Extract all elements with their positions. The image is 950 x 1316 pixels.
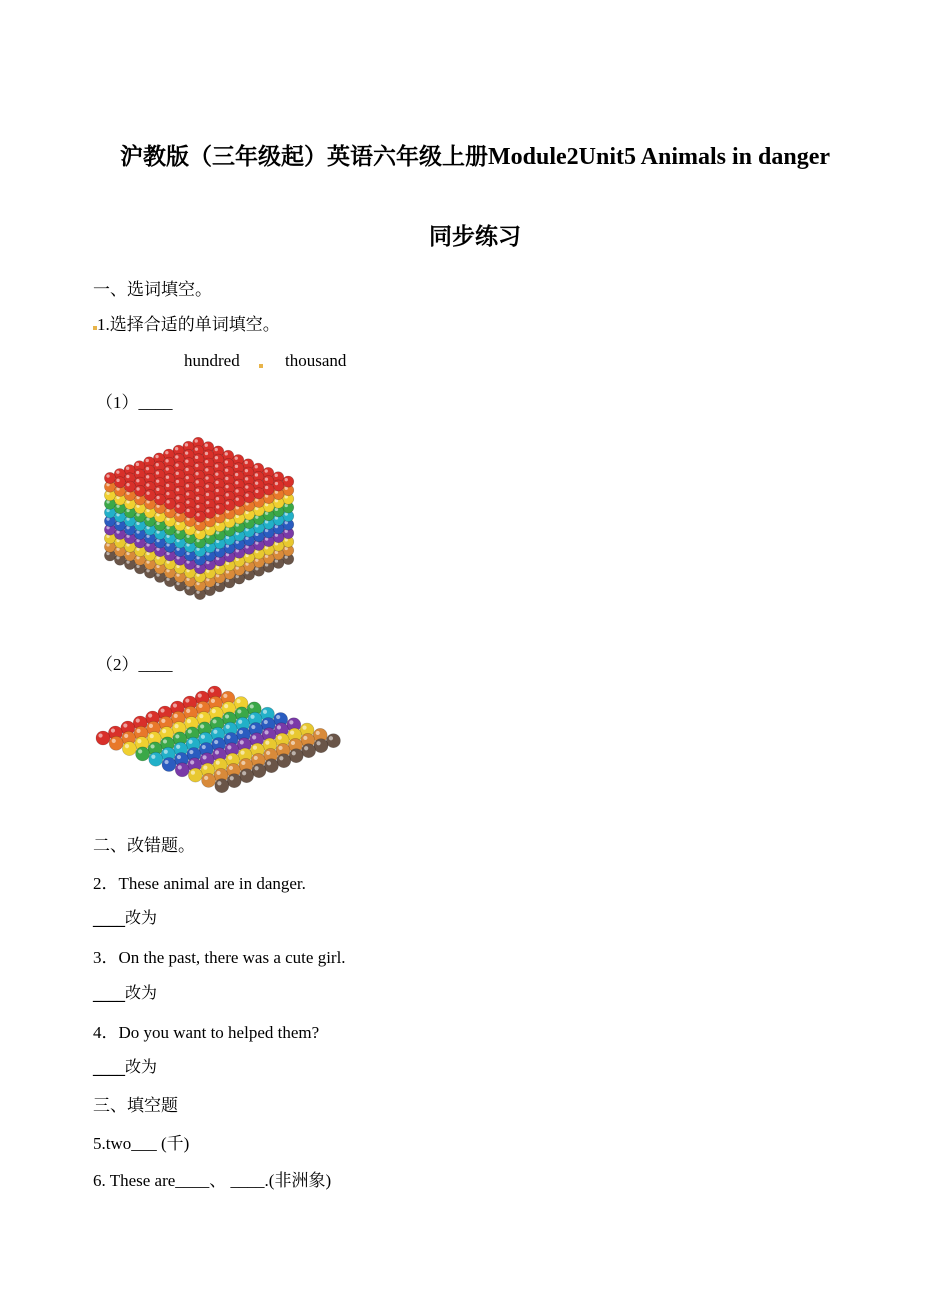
bead-highlight [215, 750, 219, 754]
bead-highlight [292, 751, 296, 755]
bead-highlight [173, 703, 177, 707]
bead [184, 507, 195, 518]
bead-highlight [146, 467, 149, 470]
bead-highlight [106, 474, 109, 477]
bead [162, 758, 176, 772]
bead-highlight [199, 714, 203, 718]
bead-highlight [166, 484, 169, 487]
bead-highlight [116, 470, 119, 473]
bead-highlight [254, 756, 258, 760]
title-chinese: 沪教版（三年级起）英语六年级上册 [119, 144, 488, 170]
bead-highlight [303, 736, 307, 740]
sub-question-1: （1）____ [96, 393, 173, 412]
bead-highlight [212, 709, 216, 713]
bead-highlight [225, 469, 228, 472]
bead [104, 472, 115, 483]
bead [96, 731, 110, 745]
bead-highlight [235, 465, 238, 468]
sub-question-2: （2）____ [96, 655, 173, 674]
bead-highlight [235, 489, 238, 492]
question-5: 5.two___ (千) [93, 1134, 190, 1153]
bead-highlight [279, 756, 283, 760]
document-title [0, 138, 950, 171]
bead [188, 768, 202, 782]
bead-highlight [186, 492, 189, 495]
bead-highlight [175, 455, 178, 458]
bead-highlight [223, 694, 227, 698]
bead-highlight [196, 513, 199, 516]
bead-highlight [186, 484, 189, 487]
bead-highlight [245, 494, 248, 497]
word-option-thousand: thousand [285, 351, 347, 370]
bead-highlight [225, 714, 229, 718]
bead-highlight [186, 709, 190, 713]
marker-dot [259, 364, 263, 368]
bead-highlight [195, 456, 198, 459]
bead-highlight [125, 744, 129, 748]
bead-highlight [302, 726, 306, 730]
bead-highlight [237, 709, 241, 713]
bead-highlight [156, 488, 159, 491]
bead-highlight [201, 735, 205, 739]
bead-highlight [226, 493, 229, 496]
bead-highlight [245, 477, 248, 480]
bead-highlight [196, 480, 199, 483]
bead-highlight [226, 725, 230, 729]
bead-highlight [229, 766, 233, 770]
bead-highlight [215, 448, 218, 451]
bead-highlight [138, 749, 142, 753]
bead-highlight [160, 708, 164, 712]
bead-highlight [230, 776, 234, 780]
bead-highlight [214, 740, 218, 744]
bead [194, 511, 205, 522]
bead-highlight [205, 444, 208, 447]
bead-highlight [235, 473, 238, 476]
bead [314, 739, 328, 753]
bead-highlight [252, 735, 256, 739]
bead-highlight [178, 765, 182, 769]
bead-highlight [146, 483, 149, 486]
bead-highlight [254, 766, 258, 770]
bead-highlight [215, 456, 218, 459]
question-3: 3．On the past, there was a cute girl. [93, 948, 346, 967]
bead-highlight [187, 719, 191, 723]
bead-highlight [267, 761, 271, 765]
section3-heading: 三、填空题 [93, 1096, 178, 1116]
bead-highlight [204, 776, 208, 780]
bead-highlight [177, 755, 181, 759]
bead-highlight [185, 460, 188, 463]
bead [302, 744, 316, 758]
bead-highlight [198, 693, 202, 697]
bead-highlight [166, 492, 169, 495]
bead-highlight [150, 734, 154, 738]
bead-highlight [242, 771, 246, 775]
bead-highlight [213, 730, 217, 734]
bead-highlight [255, 473, 258, 476]
bead-highlight [216, 761, 220, 765]
bead-highlight [202, 755, 206, 759]
bead-highlight [186, 476, 189, 479]
bead-highlight [277, 725, 281, 729]
bead [175, 763, 189, 777]
bead-highlight [226, 501, 229, 504]
bead [289, 749, 303, 763]
bead [114, 477, 125, 488]
bead-highlight [205, 452, 208, 455]
question-4: 4．Do you want to helped them? [93, 1023, 320, 1042]
bead-highlight [224, 704, 228, 708]
bead-highlight [166, 476, 169, 479]
bead-highlight [196, 488, 199, 491]
bead-highlight [195, 472, 198, 475]
bead-highlight [185, 468, 188, 471]
bead-highlight [164, 760, 168, 764]
bead-highlight [289, 720, 293, 724]
bead-highlight [290, 731, 294, 735]
bead-highlight [136, 479, 139, 482]
bead-highlight [239, 730, 243, 734]
bead-highlight [195, 439, 198, 442]
bead-highlight [329, 736, 333, 740]
bead-highlight [227, 745, 231, 749]
bead-highlight [176, 488, 179, 491]
bead-highlight [161, 719, 165, 723]
bead-highlight [240, 751, 244, 755]
bead-highlight [245, 485, 248, 488]
bead-highlight [175, 463, 178, 466]
bead-highlight [211, 699, 215, 703]
bead-highlight [216, 771, 220, 775]
bead-highlight [265, 469, 268, 472]
question-2: 2．These animal are in danger. [93, 874, 306, 893]
bead-highlight [151, 755, 155, 759]
bead-highlight [316, 741, 320, 745]
bead-highlight [126, 475, 129, 478]
bead-highlight [137, 739, 141, 743]
bead-highlight [304, 746, 308, 750]
bead-highlight [275, 474, 278, 477]
bead [154, 494, 165, 505]
bead-highlight [255, 490, 258, 493]
bead-highlight [216, 505, 219, 508]
bead-highlight [195, 447, 198, 450]
bead-highlight [225, 452, 228, 455]
title-english: Module2Unit5 Animals in danger [487, 144, 831, 170]
bead-highlight [185, 443, 188, 446]
bead [109, 736, 123, 750]
bead-highlight [112, 739, 116, 743]
bead-highlight [146, 492, 149, 495]
bead [144, 490, 155, 501]
section2-heading: 二、改错题。 [93, 836, 195, 856]
bead-highlight [166, 500, 169, 503]
document-subtitle: 同步练习 [429, 224, 521, 250]
bead-highlight [265, 741, 269, 745]
bead [240, 769, 254, 783]
word-option-hundred: hundred [184, 351, 240, 370]
bead-highlight [215, 481, 218, 484]
bead-highlight [156, 496, 159, 499]
bead-highlight [196, 497, 199, 500]
bead-highlight [175, 447, 178, 450]
bead-highlight [275, 482, 278, 485]
bead-highlight [166, 467, 169, 470]
bead [149, 752, 163, 766]
bead-highlight [205, 476, 208, 479]
bead-highlight [188, 740, 192, 744]
bead-highlight [189, 750, 193, 754]
bead-highlight [235, 481, 238, 484]
bead-highlight [276, 715, 280, 719]
bead-highlight [206, 485, 209, 488]
bead [264, 759, 278, 773]
bead-highlight [156, 463, 159, 466]
bead-highlight [205, 460, 208, 463]
bead-highlight [225, 477, 228, 480]
bead-highlight [195, 464, 198, 467]
bead-highlight [162, 729, 166, 733]
bead [136, 747, 150, 761]
bead-highlight [136, 471, 139, 474]
bead-highlight [186, 501, 189, 504]
bead-highlight [176, 504, 179, 507]
bead-highlight [174, 714, 178, 718]
bead-highlight [185, 451, 188, 454]
bead-highlight [149, 724, 153, 728]
bead-highlight [206, 493, 209, 496]
bead [124, 481, 135, 492]
bead-highlight [196, 505, 199, 508]
bead-highlight [111, 728, 115, 732]
bead-highlight [285, 478, 288, 481]
bead-highlight [176, 496, 179, 499]
bead-highlight [156, 479, 159, 482]
bead-highlight [205, 468, 208, 471]
bead-highlight [265, 478, 268, 481]
bead-cube-image [90, 430, 310, 610]
bead-highlight [188, 729, 192, 733]
bead [215, 779, 229, 793]
bead-highlight [146, 475, 149, 478]
bead-highlight [136, 463, 139, 466]
bead [134, 485, 145, 496]
bead-flat-image [90, 680, 350, 800]
answer-line-4: ____改为 [93, 1057, 158, 1076]
bead-highlight [200, 724, 204, 728]
bead-highlight [123, 723, 127, 727]
bead-highlight [238, 720, 242, 724]
bead [326, 734, 340, 748]
bead [174, 503, 185, 514]
bead-highlight [191, 771, 195, 775]
bead-highlight [216, 497, 219, 500]
bead-highlight [202, 745, 206, 749]
bead-highlight [250, 715, 254, 719]
bead-highlight [255, 481, 258, 484]
bead-highlight [241, 761, 245, 765]
bead-highlight [250, 704, 254, 708]
bead-highlight [215, 464, 218, 467]
bead-highlight [212, 719, 216, 723]
bead-highlight [155, 455, 158, 458]
bead-highlight [126, 467, 129, 470]
bead-highlight [225, 460, 228, 463]
answer-line-2: ____改为 [93, 908, 158, 927]
bead-highlight [217, 781, 221, 785]
bead-highlight [225, 485, 228, 488]
bead-highlight [264, 730, 268, 734]
bead [122, 742, 136, 756]
bead-highlight [235, 456, 238, 459]
bead-highlight [148, 713, 152, 717]
bead [252, 764, 266, 778]
bead-highlight [150, 744, 154, 748]
bead-highlight [251, 725, 255, 729]
bead-highlight [163, 739, 167, 743]
bead-highlight [116, 479, 119, 482]
bead-highlight [291, 741, 295, 745]
question-number: 1. [97, 315, 110, 334]
bead-highlight [165, 451, 168, 454]
bead-highlight [253, 746, 257, 750]
bead-highlight [240, 740, 244, 744]
question-1 [93, 310, 280, 335]
bead-highlight [278, 736, 282, 740]
bead-highlight [206, 509, 209, 512]
bead [202, 773, 216, 787]
bead-highlight [136, 487, 139, 490]
bead-highlight [265, 486, 268, 489]
bead-highlight [228, 756, 232, 760]
bead-highlight [126, 483, 129, 486]
bead [164, 498, 175, 509]
bead-highlight [174, 724, 178, 728]
question-6: 6. These are____、 ____.(非洲象) [93, 1171, 332, 1190]
bead-highlight [210, 688, 214, 692]
bead-highlight [186, 509, 189, 512]
bead-highlight [146, 459, 149, 462]
bead [277, 754, 291, 768]
bead-highlight [206, 501, 209, 504]
bead-highlight [226, 735, 230, 739]
bead-highlight [176, 480, 179, 483]
bead-highlight [156, 471, 159, 474]
bead-highlight [176, 472, 179, 475]
bead-highlight [263, 710, 267, 714]
bead-highlight [176, 745, 180, 749]
bead-highlight [175, 734, 179, 738]
question-instruction: 选择合适的单词填空。 [109, 315, 280, 335]
bead-highlight [316, 731, 320, 735]
bead-highlight [136, 729, 140, 733]
bead-highlight [236, 497, 239, 500]
bead-highlight [185, 698, 189, 702]
bead-highlight [278, 746, 282, 750]
bead-highlight [245, 461, 248, 464]
bead-highlight [165, 459, 168, 462]
bead-highlight [236, 699, 240, 703]
answer-line-3: ____改为 [93, 983, 158, 1002]
section1-heading: 一、选词填空。 [93, 280, 212, 300]
bead-highlight [190, 760, 194, 764]
bead-highlight [264, 720, 268, 724]
bead-highlight [215, 472, 218, 475]
bead-highlight [136, 718, 140, 722]
bead-highlight [245, 469, 248, 472]
bead-highlight [164, 750, 168, 754]
bead-highlight [124, 734, 128, 738]
bead [227, 774, 241, 788]
bead-highlight [255, 465, 258, 468]
bead-highlight [266, 751, 270, 755]
bead-highlight [216, 489, 219, 492]
bead-highlight [98, 733, 102, 737]
bead-highlight [198, 704, 202, 708]
bead-highlight [203, 766, 207, 770]
